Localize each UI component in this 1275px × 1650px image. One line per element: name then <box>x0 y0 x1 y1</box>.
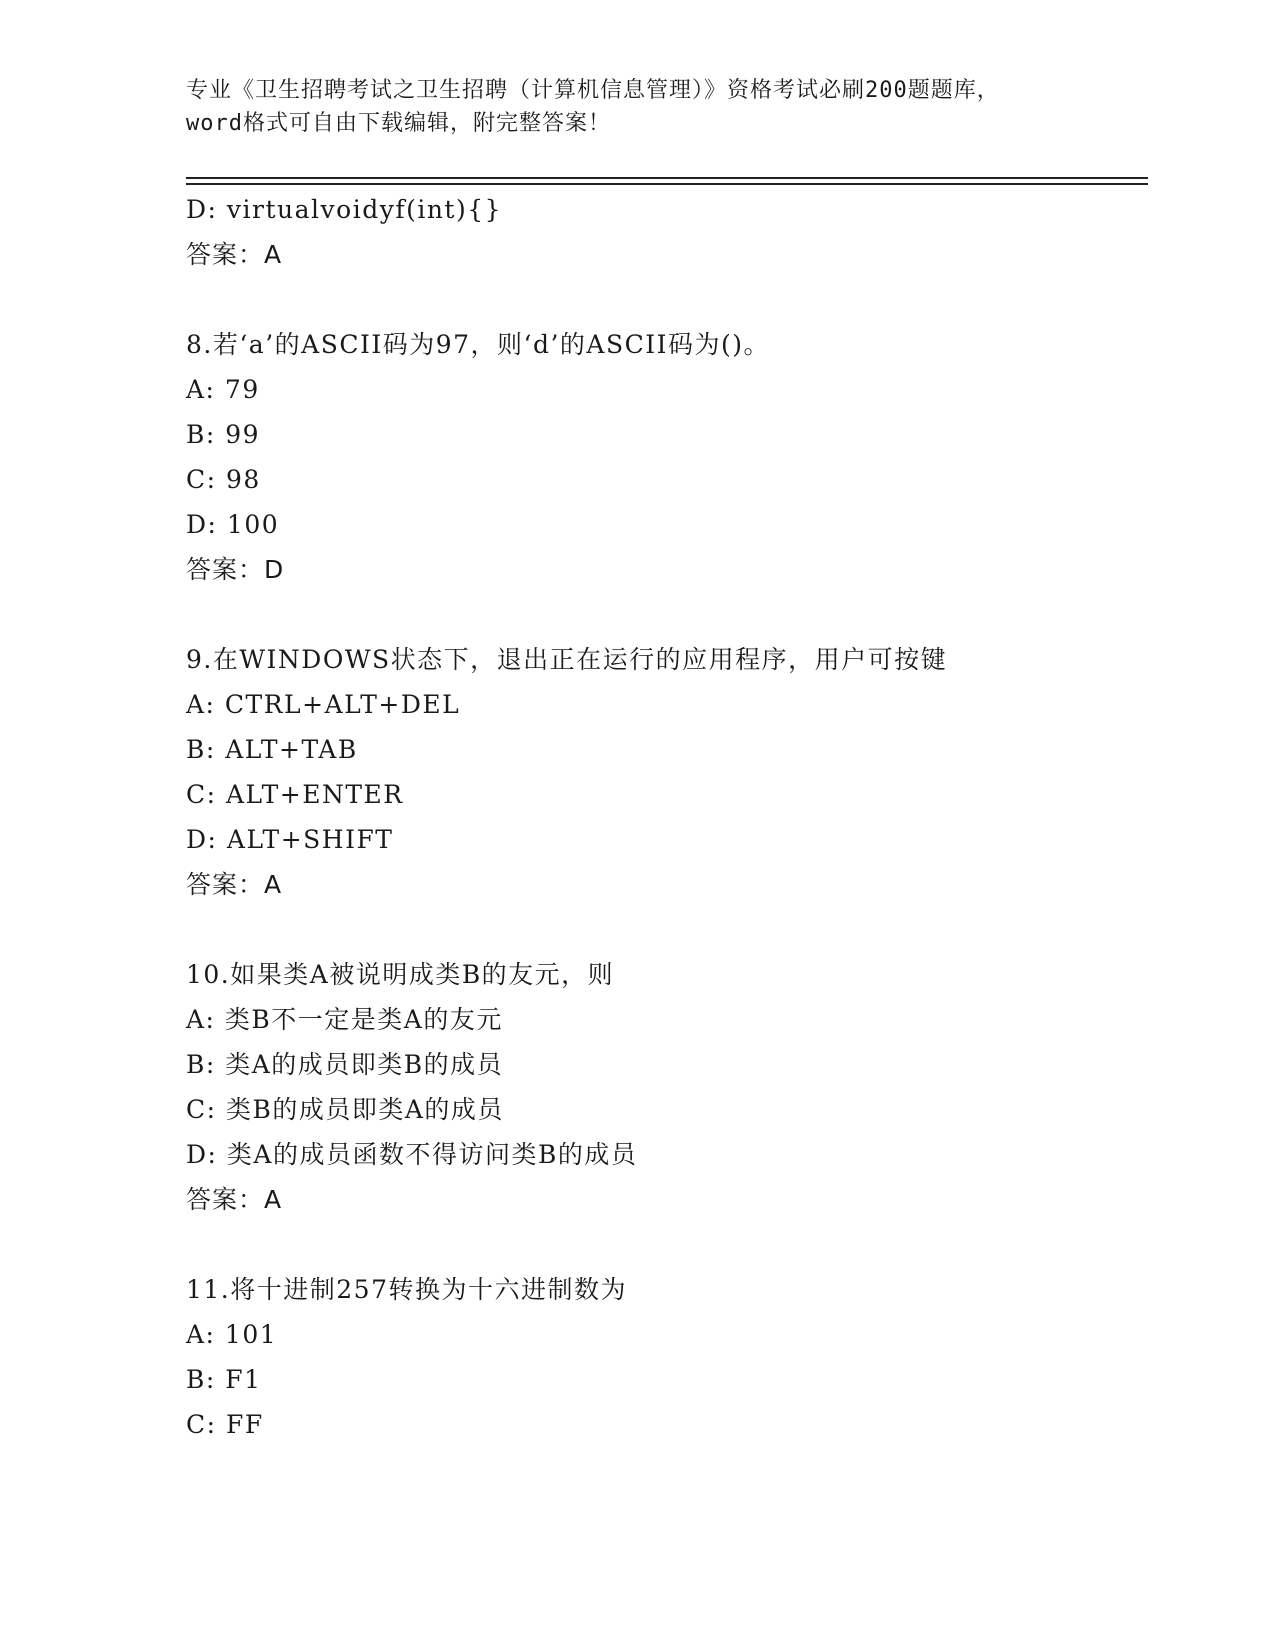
q7-option-d: D: virtualvoidyf(int){} <box>186 195 503 224</box>
q9-option-b: B: ALT+TAB <box>186 735 358 764</box>
header-line-2: word格式可自由下载编辑，附完整答案！ <box>186 111 611 136</box>
q9-option-c: C: ALT+ENTER <box>186 780 404 809</box>
q8-answer: 答案：D <box>186 555 285 584</box>
q10-question: 10.如果类A被说明成类B的友元，则 <box>186 960 615 989</box>
q9-question: 9.在WINDOWS状态下，退出正在运行的应用程序，用户可按键 <box>186 645 948 674</box>
header-rule-top <box>186 177 1148 179</box>
q9-answer: 答案：A <box>186 870 283 899</box>
header-line-1: 专业《卫生招聘考试之卫生招聘（计算机信息管理）》资格考试必刷200题题库， <box>186 78 1000 103</box>
q10-option-b: B: 类A的成员即类B的成员 <box>186 1050 504 1079</box>
q8-option-d: D: 100 <box>186 510 280 539</box>
header-rule-bottom <box>186 183 1148 185</box>
q11-question: 11.将十进制257转换为十六进制数为 <box>186 1275 627 1304</box>
q11-option-b: B: F1 <box>186 1365 262 1394</box>
q11-option-c: C: FF <box>186 1410 264 1439</box>
q11-option-a: A: 101 <box>186 1320 278 1349</box>
q10-option-d: D: 类A的成员函数不得访问类B的成员 <box>186 1140 638 1169</box>
q8-option-b: B: 99 <box>186 420 261 449</box>
q8-option-a: A: 79 <box>186 375 260 404</box>
q7-answer: 答案：A <box>186 240 283 269</box>
q10-option-c: C: 类B的成员即类A的成员 <box>186 1095 504 1124</box>
q10-answer: 答案：A <box>186 1185 283 1214</box>
q9-option-d: D: ALT+SHIFT <box>186 825 394 854</box>
q8-option-c: C: 98 <box>186 465 261 494</box>
q8-question: 8.若‘a’的ASCII码为97，则‘d’的ASCII码为()。 <box>186 330 770 359</box>
q9-option-a: A: CTRL+ALT+DEL <box>186 690 461 719</box>
document-header <box>186 74 1116 140</box>
q10-option-a: A: 类B不一定是类A的友元 <box>186 1005 503 1034</box>
